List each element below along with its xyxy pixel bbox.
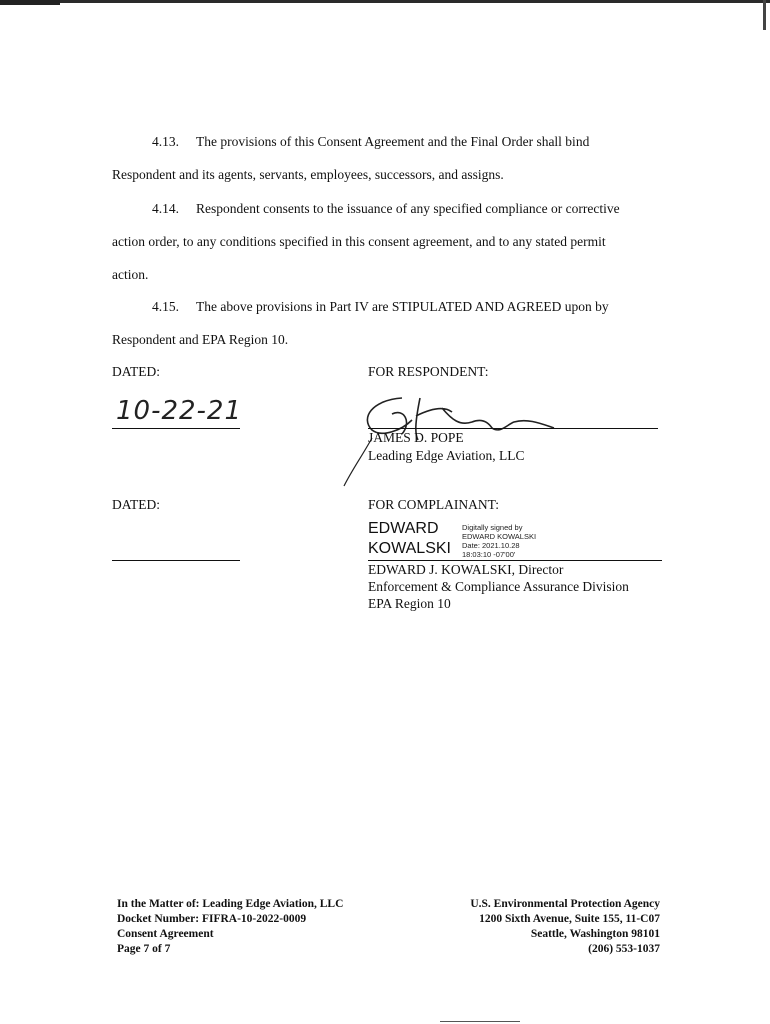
paragraph-number: 4.14. — [152, 201, 179, 216]
footer-line: 1200 Sixth Avenue, Suite 155, 11-C07 — [479, 913, 660, 925]
footer-case-info — [117, 897, 343, 957]
complainant-for-label: FOR COMPLAINANT: — [368, 497, 499, 512]
footer-agency-address — [440, 897, 660, 957]
scan-bottom-mark — [440, 1021, 520, 1022]
respondent-signer-name: JAMES D. POPE — [368, 430, 464, 445]
page-number: Page 7 of 7 — [117, 943, 171, 955]
digital-signature-meta-line: EDWARD KOWALSKI — [462, 532, 537, 541]
paragraph-text: Respondent and its agents, servants, employees, successors, and assigns. — [112, 167, 504, 182]
complainant-signer-title: Enforcement & Compliance Assurance Division — [368, 579, 629, 594]
paragraph-number: 4.13. — [152, 134, 179, 149]
respondent-date-line — [112, 428, 240, 429]
digital-signature-meta-line: 18:03:10 -07'00' — [462, 550, 516, 559]
scan-top-border — [0, 0, 770, 3]
digital-signature-meta-line: Date: 2021.10.28 — [462, 541, 520, 550]
paragraph-4-14 — [112, 192, 632, 291]
complainant-signer-org: EPA Region 10 — [368, 596, 451, 611]
digital-signature-meta — [462, 523, 536, 559]
footer-line: U.S. Environmental Protection Agency — [470, 898, 660, 910]
scan-right-edge-mark — [763, 0, 766, 30]
respondent-signature-line — [368, 428, 658, 429]
respondent-for-label: FOR RESPONDENT: — [368, 364, 489, 379]
complainant-dated-label: DATED: — [112, 497, 160, 512]
footer-line: (206) 553-1037 — [588, 943, 660, 955]
respondent-dated-label: DATED: — [112, 364, 160, 379]
paragraph-text: The provisions of this Consent Agreement and the Final Order shall bind — [196, 134, 590, 149]
digital-signature-name: KOWALSKI — [368, 540, 451, 557]
footer-line: Consent Agreement — [117, 928, 214, 940]
complainant-signature-line — [368, 560, 662, 561]
complainant-date-line — [112, 560, 240, 561]
paragraph-text: action. — [112, 267, 149, 282]
handwritten-date: 10-22-21 — [116, 396, 243, 426]
paragraph-4-15 — [112, 290, 632, 356]
paragraph-text: action order, to any conditions specified in this consent agreement, and to any stated permit — [112, 234, 606, 249]
digital-signature-meta-line: Digitally signed by — [462, 523, 523, 532]
paragraph-4-13 — [112, 125, 632, 191]
digital-signature-name: EDWARD — [368, 520, 439, 537]
respondent-signer-org: Leading Edge Aviation, LLC — [368, 448, 525, 463]
paragraph-text: Respondent consents to the issuance of any specified compliance or corrective — [196, 201, 620, 216]
complainant-signer-name: EDWARD J. KOWALSKI, Director — [368, 562, 564, 577]
paragraph-text: The above provisions in Part IV are STIPULATED AND AGREED upon by — [196, 299, 609, 314]
paragraph-number: 4.15. — [152, 299, 179, 314]
paragraph-text: Respondent and EPA Region 10. — [112, 332, 289, 347]
scan-top-mark — [0, 0, 60, 5]
footer-line: In the Matter of: Leading Edge Aviation, LLC — [117, 898, 344, 910]
footer-line: Seattle, Washington 98101 — [530, 928, 660, 940]
footer-line: Docket Number: FIFRA-10-2022-0009 — [117, 913, 307, 925]
